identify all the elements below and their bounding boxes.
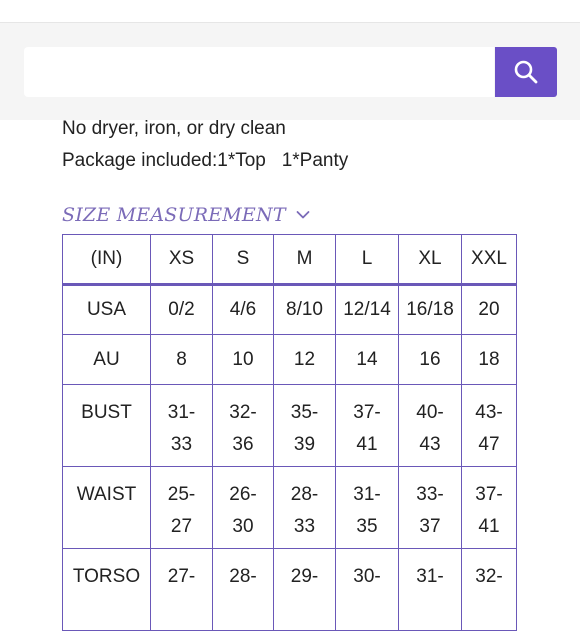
table-row (63, 467, 517, 549)
table-row (63, 385, 517, 467)
table-header-cell: L (336, 235, 399, 285)
table-cell: 4/6 (213, 285, 274, 335)
search-bar (0, 23, 580, 120)
table-cell: 28- (213, 549, 274, 631)
table-cell: 37- 41 (336, 385, 399, 467)
chevron-down-icon (296, 210, 310, 220)
table-cell: 12/14 (336, 285, 399, 335)
table-cell: 37- 41 (462, 467, 517, 549)
row-label: WAIST (63, 467, 151, 549)
search-input[interactable] (24, 47, 494, 97)
table-cell: 30- (336, 549, 399, 631)
size-measurement-toggle[interactable] (62, 204, 310, 226)
row-label: AU (63, 335, 151, 385)
row-label: BUST (63, 385, 151, 467)
size-chart-table (62, 234, 517, 631)
table-cell: 32- (462, 549, 517, 631)
table-cell: 10 (213, 335, 274, 385)
table-cell: 28- 33 (274, 467, 336, 549)
table-header-row (63, 235, 517, 285)
table-cell: 31- 35 (336, 467, 399, 549)
table-header-cell: XXL (462, 235, 517, 285)
row-label: TORSO (63, 549, 151, 631)
table-cell: 27- (151, 549, 213, 631)
care-instructions: No dryer, iron, or dry clean (62, 118, 286, 139)
table-cell: 16 (399, 335, 462, 385)
table-cell: 0/2 (151, 285, 213, 335)
package-contents: Package included:1*Top 1*Panty (62, 150, 349, 171)
table-header-cell: XS (151, 235, 213, 285)
table-cell: 29- (274, 549, 336, 631)
table-cell: 14 (336, 335, 399, 385)
table-cell: 33- 37 (399, 467, 462, 549)
table-cell: 25- 27 (151, 467, 213, 549)
table-cell: 12 (274, 335, 336, 385)
table-row (63, 285, 517, 335)
table-cell: 35- 39 (274, 385, 336, 467)
table-cell: 18 (462, 335, 517, 385)
top-bar (0, 0, 580, 23)
table-header-cell: M (274, 235, 336, 285)
table-cell: 20 (462, 285, 517, 335)
size-measurement-title: SIZE MEASUREMENT (62, 204, 286, 226)
table-cell: 31- 33 (151, 385, 213, 467)
search-button[interactable] (495, 47, 557, 97)
table-cell: 8/10 (274, 285, 336, 335)
table-cell: 31- (399, 549, 462, 631)
table-cell: 16/18 (399, 285, 462, 335)
search-icon (513, 59, 539, 85)
table-header-cell: (IN) (63, 235, 151, 285)
table-row (63, 335, 517, 385)
table-cell: 40- 43 (399, 385, 462, 467)
row-label: USA (63, 285, 151, 335)
table-row (63, 549, 517, 631)
table-cell: 8 (151, 335, 213, 385)
table-cell: 43- 47 (462, 385, 517, 467)
table-header-cell: XL (399, 235, 462, 285)
table-header-cell: S (213, 235, 274, 285)
table-cell: 26- 30 (213, 467, 274, 549)
table-cell: 32- 36 (213, 385, 274, 467)
